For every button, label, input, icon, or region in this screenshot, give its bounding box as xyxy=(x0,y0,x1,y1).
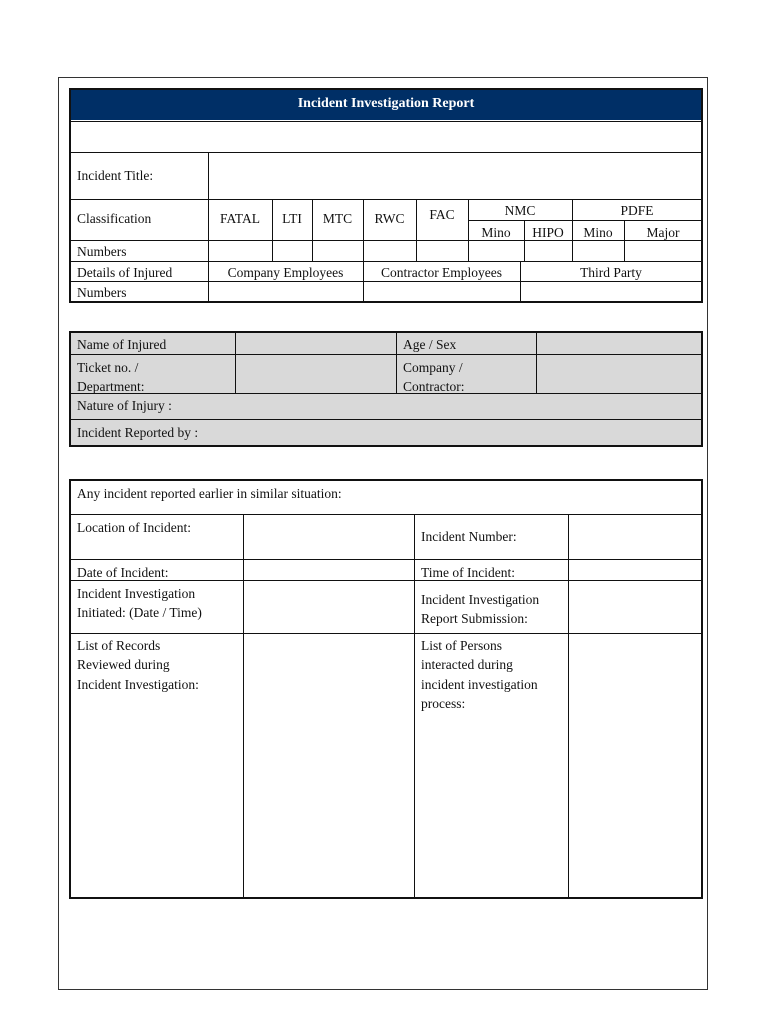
time-field[interactable] xyxy=(570,561,700,579)
class-nmc: NMC xyxy=(504,203,536,218)
company-contractor-field[interactable] xyxy=(538,356,700,392)
class-mtc: MTC xyxy=(322,211,353,226)
age-sex-field[interactable] xyxy=(538,335,700,353)
nmc-mino: Mino xyxy=(481,225,511,240)
records-label-line2: Reviewed during xyxy=(77,657,170,672)
date-label: Date of Incident: xyxy=(77,565,169,580)
name-injured-label: Name of Injured xyxy=(77,337,167,352)
submission-label-line2: Report Submission: xyxy=(421,611,528,626)
persons-label-line2: interacted during xyxy=(421,657,513,672)
records-label-line1: List of Records xyxy=(77,638,161,653)
location-label: Location of Incident: xyxy=(77,520,191,535)
classification-label: Classification xyxy=(77,211,152,226)
report-title: Incident Investigation Report xyxy=(297,96,475,111)
initiated-label-line1: Incident Investigation xyxy=(77,586,196,601)
ticket-department-field[interactable] xyxy=(237,356,395,392)
persons-label-line3: incident investigation xyxy=(421,677,538,692)
pdfe-major: Major xyxy=(646,225,680,240)
third-party: Third Party xyxy=(580,265,642,280)
records-field[interactable] xyxy=(245,635,413,895)
incident-number-field[interactable] xyxy=(570,516,700,558)
persons-label-line1: List of Persons xyxy=(421,638,502,653)
persons-field[interactable] xyxy=(570,635,700,895)
class-pdfe: PDFE xyxy=(620,203,654,218)
ticket-label: Ticket no. / xyxy=(77,360,139,375)
numbers-label: Numbers xyxy=(77,244,127,259)
contractor-label: Contractor: xyxy=(403,379,465,394)
company-label: Company / xyxy=(403,360,463,375)
age-sex-label: Age / Sex xyxy=(403,337,457,352)
class-rwc: RWC xyxy=(374,211,405,226)
date-field[interactable] xyxy=(245,561,413,579)
reported-by-label: Incident Reported by : xyxy=(77,425,199,440)
location-field[interactable] xyxy=(245,516,413,558)
records-label-line3: Incident Investigation: xyxy=(77,677,199,692)
nature-injury-label: Nature of Injury : xyxy=(77,398,172,413)
class-lti: LTI xyxy=(282,211,302,226)
nmc-hipo: HIPO xyxy=(532,225,564,240)
details-numbers-label: Numbers xyxy=(77,285,127,300)
company-employees: Company Employees xyxy=(227,265,344,280)
name-injured-field[interactable] xyxy=(237,335,395,353)
class-fatal: FATAL xyxy=(220,211,260,226)
initiated-field[interactable] xyxy=(245,582,413,632)
submission-field[interactable] xyxy=(570,582,700,632)
contractor-employees: Contractor Employees xyxy=(380,265,503,280)
persons-label-line4: process: xyxy=(421,696,466,711)
earlier-incident-label: Any incident reported earlier in similar situation: xyxy=(77,486,342,501)
incident-number-label: Incident Number: xyxy=(421,529,517,544)
details-injured-label: Details of Injured xyxy=(77,265,173,280)
department-label: Department: xyxy=(77,379,145,394)
incident-title-label: Incident Title: xyxy=(77,168,154,183)
class-fac: FAC xyxy=(429,207,455,222)
initiated-label-line2: Initiated: (Date / Time) xyxy=(77,605,202,620)
incident-title-field[interactable] xyxy=(210,154,700,198)
time-label: Time of Incident: xyxy=(421,565,515,580)
submission-label-line1: Incident Investigation xyxy=(421,592,540,607)
pdfe-mino: Mino xyxy=(583,225,613,240)
